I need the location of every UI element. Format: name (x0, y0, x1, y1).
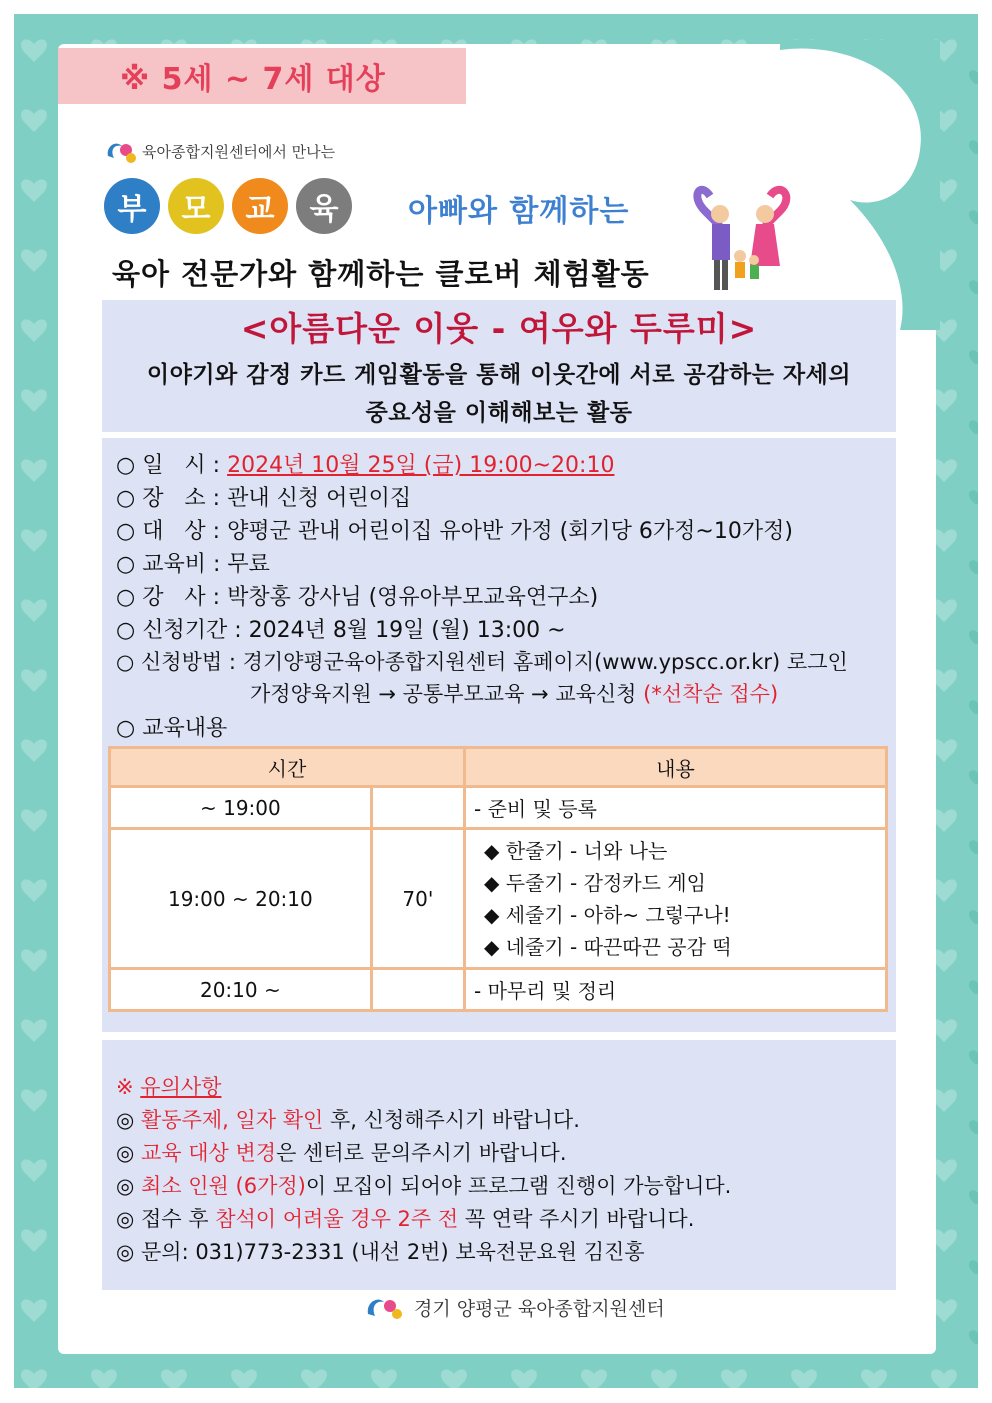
note-bullet: ◎ (116, 1108, 135, 1132)
center-line-text: 육아종합지원센터에서 만나는 (142, 142, 336, 161)
note-3 (116, 1170, 731, 1200)
note-bullet: ◎ (116, 1141, 135, 1165)
table-row (110, 787, 887, 829)
note-4 (116, 1203, 694, 1233)
note-bullet: ◎ (116, 1174, 135, 1198)
program-title: <아름다운 이웃 - 여우와 두루미> (240, 309, 758, 348)
note-4-pre: 접수 후 (134, 1207, 216, 1231)
subtitle: 아빠와 함께하는 (408, 194, 630, 229)
schedule-table (108, 746, 888, 1012)
badge-bu: 부 (104, 178, 160, 234)
footer-text: 경기 양평군 육아종합지원센터 (414, 1297, 665, 1320)
info-content: ○ 교육내용 (116, 716, 228, 741)
info-instructor: ○ 강 사 : 박창홍 강사님 (영유아부모교육연구소) (116, 585, 599, 610)
method-path: 가정양육지원 → 공통부모교육 → 교육신청 (250, 682, 644, 706)
row-duration (371, 969, 464, 1011)
list-item: ◆ 네줄기 - 따끈따끈 공감 떡 (484, 934, 732, 959)
note-5 (116, 1236, 645, 1266)
family-illustration (690, 176, 800, 296)
age-target-tag: ※ 5세 ~ 7세 대상 (58, 48, 466, 104)
badge-yuk: 육 (296, 178, 352, 234)
date-label: ○ 일 시 : (116, 453, 228, 478)
note-bullet: ◎ (116, 1207, 135, 1231)
list-item: ◆ 한줄기 - 너와 나는 (484, 838, 668, 863)
table-row (110, 829, 887, 969)
program-description (102, 356, 896, 432)
table-header-row (110, 748, 887, 787)
info-fee: ○ 교육비 : 무료 (116, 552, 270, 577)
list-item: ◆ 두줄기 - 감정카드 게임 (484, 870, 706, 895)
date-value: 2024년 10월 25일 (금) 19:00~20:10 (227, 453, 615, 478)
table-row (110, 969, 887, 1011)
parent-education-badges (104, 178, 352, 234)
info-date (116, 448, 614, 479)
row-time: 19:00 ~ 20:10 (110, 829, 372, 969)
note-4-highlight: 참석이 어려울 경우 2주 전 (215, 1207, 459, 1231)
notes-mark: ※ (116, 1075, 141, 1099)
note-3-highlight: 최소 인원 (6가정) (141, 1174, 306, 1198)
row-duration (371, 787, 464, 829)
center-logo-icon (104, 136, 138, 166)
badge-gyo: 교 (232, 178, 288, 234)
footer (364, 1292, 665, 1322)
first-come-note: (*선착순 접수) (643, 682, 779, 706)
info-method-1: ○ 신청방법 : 경기양평군육아종합지원센터 홈페이지(www.ypscc.or.kr) 로그인 (116, 650, 848, 674)
row-content: - 마무리 및 정리 (465, 969, 887, 1011)
note-5-text: 문의: 031)773-2331 (내선 2번) 보육전문요원 김진홍 (134, 1240, 645, 1264)
header-time: 시간 (110, 748, 465, 787)
notes-heading-text: 유의사항 (140, 1075, 222, 1099)
header-content: 내용 (465, 748, 887, 787)
note-1 (116, 1104, 580, 1134)
row-time: ~ 19:00 (110, 787, 372, 829)
notes-heading (116, 1071, 221, 1101)
center-logo-icon (364, 1292, 408, 1322)
description-line-2: 중요성을 이해해보는 활동 (365, 400, 633, 426)
note-bullet: ◎ (116, 1240, 135, 1264)
note-1-text: 후, 신청해주시기 바랍니다. (323, 1108, 580, 1132)
info-period: ○ 신청기간 : 2024년 8월 19일 (월) 13:00 ~ (116, 618, 566, 643)
list-item: ◆ 세줄기 - 아하~ 그렇구나! (484, 902, 731, 927)
center-line (104, 136, 335, 166)
row-content: - 준비 및 등록 (465, 787, 887, 829)
note-3-text: 이 모집이 되어야 프로그램 진행이 가능합니다. (305, 1174, 732, 1198)
description-line-1: 이야기와 감정 카드 게임활동을 통해 이웃간에 서로 공감하는 자세의 (146, 362, 852, 388)
main-title: 육아 전문가와 함께하는 클로버 체험활동 (112, 257, 650, 291)
info-place: ○ 장 소 : 관내 신청 어린이집 (116, 486, 412, 511)
badge-mo: 모 (168, 178, 224, 234)
row-time: 20:10 ~ (110, 969, 372, 1011)
row-duration: 70' (371, 829, 464, 969)
note-2 (116, 1137, 567, 1167)
note-2-text: 은 센터로 문의주시기 바랍니다. (276, 1141, 567, 1165)
info-target: ○ 대 상 : 양평군 관내 어린이집 유아반 가정 (회기당 6가정~10가정) (116, 519, 793, 544)
note-1-highlight: 활동주제, 일자 확인 (141, 1108, 324, 1132)
note-2-highlight: 교육 대상 변경 (141, 1141, 277, 1165)
info-method-2 (250, 678, 778, 708)
row-content (465, 829, 887, 969)
note-4-text: 꼭 연락 주시기 바랍니다. (458, 1207, 695, 1231)
